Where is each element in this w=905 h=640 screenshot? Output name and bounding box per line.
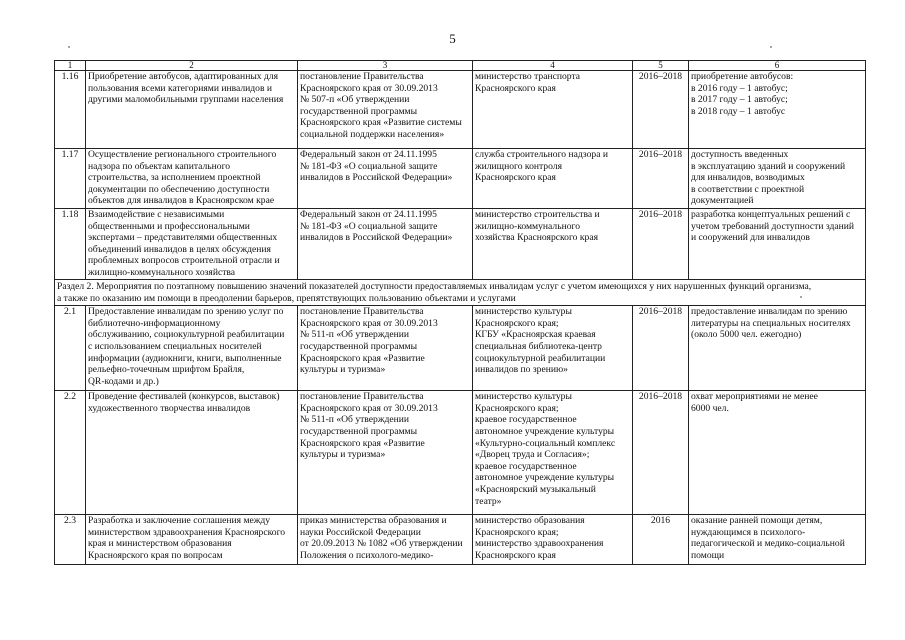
basis-line: Федеральный закон от 24.11.1995: [300, 149, 437, 160]
executor-cell: [473, 306, 633, 391]
result-line: документацией: [691, 195, 754, 207]
table-row: [55, 391, 866, 515]
item-number: 1.16: [55, 71, 86, 149]
basis-line: № 181-ФЗ «О социальной защите: [300, 220, 438, 232]
basis-line: культуры и туризма»: [300, 364, 386, 376]
basis-line: Красноярского края от 30.09.2013: [300, 82, 438, 94]
period-cell: 2016–2018: [633, 391, 689, 515]
executor-line: «Дворец труда и Согласия»;: [475, 449, 590, 461]
basis-line: культуры и туризма»: [300, 449, 386, 461]
basis-cell: [298, 391, 473, 515]
result-cell: [689, 391, 866, 515]
page-number: 5: [449, 31, 456, 46]
executor-line: «Культурно-социальный комплекс: [475, 437, 616, 449]
measure-line: объединений инвалидов в целях обсуждения: [88, 243, 271, 255]
result-line: помощи: [691, 549, 725, 561]
measure-line: художественного творчества инвалидов: [88, 402, 251, 414]
executor-line: Красноярского края;: [475, 526, 559, 538]
result-line: педагогической и медико-социальной: [691, 538, 845, 550]
executor-line: краевое государственное: [475, 414, 577, 426]
measure-line: Проведение фестивалей (конкурсов, выставок): [88, 391, 280, 403]
period-cell: 2016–2018: [633, 209, 689, 280]
basis-line: № 181-ФЗ «О социальной защите: [300, 160, 438, 172]
executor-cell: [473, 149, 633, 209]
result-line: и сооружений для инвалидов: [691, 232, 810, 244]
period-cell: 2016–2018: [633, 71, 689, 149]
result-line: охват мероприятиями не менее: [691, 391, 818, 403]
basis-line: социальной поддержки населения»: [300, 128, 445, 140]
executor-line: инвалидов по зрению»: [475, 364, 568, 376]
executor-line: жилищно-коммунального: [475, 220, 580, 232]
result-line: доступность введенных: [691, 149, 789, 160]
measure-line: библиотечно-информационному: [88, 317, 221, 329]
measure-line: рельефно-точечным шрифтом Брайля,: [88, 364, 245, 376]
result-cell: [689, 209, 866, 280]
basis-cell: [298, 209, 473, 280]
measure-line: документации по обеспечению доступности: [88, 183, 270, 195]
basis-cell: [298, 71, 473, 149]
result-line: для инвалидов, возводимых: [691, 172, 805, 184]
measure-cell: [86, 391, 298, 515]
executor-line: жилищного контроля: [475, 160, 562, 172]
executor-line: Красноярского края;: [475, 317, 559, 329]
table-row: [55, 515, 866, 565]
executor-cell: [473, 209, 633, 280]
measure-line: обслуживанию, социокультурной реабилитации: [88, 329, 285, 341]
measure-line: другими маломобильными группами населения: [88, 94, 284, 106]
basis-line: Красноярского края от 30.09.2013: [300, 317, 438, 329]
basis-line: Красноярского края «Развитие системы: [300, 117, 462, 129]
basis-line: постановление Правительства: [300, 71, 424, 82]
scan-speck: [68, 46, 70, 48]
table-row: [55, 306, 866, 391]
measure-line: общественными и профессиональными: [88, 220, 250, 232]
result-line: в 2018 году – 1 автобус: [691, 105, 786, 117]
executor-line: служба строительного надзора и: [475, 149, 608, 160]
executor-line: министерство здравоохранения: [475, 538, 604, 550]
executor-line: театр»: [475, 495, 502, 507]
basis-line: постановление Правительства: [300, 391, 424, 403]
executor-line: министерство культуры: [475, 391, 572, 403]
measure-cell: [86, 71, 298, 149]
basis-line: Красноярского края «Развитие: [300, 352, 425, 364]
executor-line: министерство строительства и: [475, 209, 600, 220]
executor-line: Красноярского края;: [475, 402, 559, 414]
basis-line: государственной программы: [300, 340, 418, 352]
measure-cell: [86, 306, 298, 391]
measure-line: объектов для инвалидов в Красноярском крае: [88, 195, 275, 207]
result-line: нуждающимся в психолого-: [691, 526, 806, 538]
executor-cell: [473, 515, 633, 565]
basis-line: инвалидов в Российской Федерации»: [300, 172, 453, 184]
item-number: 1.17: [55, 149, 86, 209]
basis-line: Красноярского края «Развитие: [300, 437, 425, 449]
executor-cell: [473, 71, 633, 149]
executor-line: автономное учреждение культуры: [475, 472, 615, 484]
measure-cell: [86, 149, 298, 209]
basis-line: № 511-п «Об утверждении: [300, 329, 410, 341]
result-line: оказание ранней помощи детям,: [691, 515, 823, 527]
basis-line: Федеральный закон от 24.11.1995: [300, 209, 437, 220]
executor-line: «Красноярский музыкальный: [475, 483, 596, 495]
scan-speck: [770, 46, 772, 48]
basis-line: Красноярского края от 30.09.2013: [300, 402, 438, 414]
column-header: 1: [55, 61, 86, 71]
basis-line: № 511-п «Об утверждении: [300, 414, 410, 426]
basis-cell: [298, 515, 473, 565]
measure-cell: [86, 209, 298, 280]
executor-line: КГБУ «Красноярская краевая: [475, 329, 596, 341]
basis-line: приказ министерства образования и: [300, 515, 447, 527]
basis-line: Положения о психолого-медико-: [300, 549, 434, 561]
measure-line: QR-кодами и др.): [88, 375, 159, 387]
item-number: 2.1: [55, 306, 86, 391]
basis-line: науки Российской Федерации: [300, 526, 421, 538]
executor-line: министерство культуры: [475, 306, 572, 318]
table-row: [55, 209, 866, 280]
measure-line: Приобретение автобусов, адаптированных для: [88, 71, 279, 82]
result-cell: [689, 306, 866, 391]
result-line: разработка концептуальных решений с: [691, 209, 851, 220]
executor-line: социокультурной реабилитации: [475, 352, 606, 364]
executor-line: Красноярского края: [475, 549, 556, 561]
result-line: приобретение автобусов:: [691, 71, 794, 82]
table-row: [55, 149, 866, 209]
measure-cell: [86, 515, 298, 565]
basis-line: государственной программы: [300, 105, 418, 117]
measure-line: информации (аудиокниги, книги, выполненные: [88, 352, 282, 364]
period-cell: 2016: [633, 515, 689, 565]
section-2-heading: [55, 280, 866, 306]
column-header: 5: [633, 61, 689, 71]
executor-line: Красноярского края: [475, 82, 556, 94]
period-cell: 2016–2018: [633, 149, 689, 209]
column-header: 3: [298, 61, 473, 71]
period-cell: 2016–2018: [633, 306, 689, 391]
table-header-row: [55, 61, 866, 71]
measure-line: проблемных вопросов строительной отрасли и: [88, 255, 280, 267]
result-line: в эксплуатацию зданий и сооружений: [691, 160, 846, 172]
measure-line: края и министерством образования: [88, 538, 232, 550]
measure-line: пользования всеми категориями инвалидов и: [88, 82, 273, 94]
section-2-line: а также по оказанию им помощи в преодолении барьеров, препятствующих пользованию объектами и услугами: [57, 292, 516, 304]
measure-line: Разработка и заключение соглашения между: [88, 515, 271, 527]
result-cell: [689, 71, 866, 149]
result-line: (около 5000 чел. ежегодно): [691, 329, 802, 341]
basis-line: инвалидов в Российской Федерации»: [300, 232, 453, 244]
result-line: в 2017 году – 1 автобус;: [691, 94, 788, 106]
measures-table: [54, 60, 866, 565]
result-line: 6000 чел.: [691, 402, 729, 414]
executor-line: краевое государственное: [475, 460, 577, 472]
result-cell: [689, 515, 866, 565]
executor-line: специальная библиотека-центр: [475, 340, 602, 352]
measure-line: министерством здравоохранения Красноярского: [88, 526, 286, 538]
basis-cell: [298, 149, 473, 209]
measure-line: Предоставление инвалидам по зрению услуг по: [88, 306, 284, 318]
executor-line: автономное учреждение культуры: [475, 425, 615, 437]
item-number: 2.2: [55, 391, 86, 515]
result-line: в 2016 году – 1 автобус;: [691, 82, 788, 94]
measure-line: надзора по объектам капитального: [88, 160, 231, 172]
section-row: [55, 280, 866, 306]
measure-line: Взаимодействие с независимыми: [88, 209, 225, 220]
column-header: 6: [689, 61, 866, 71]
executor-line: Красноярского края: [475, 172, 556, 184]
column-header: 2: [86, 61, 298, 71]
measure-line: жилищно-коммунального хозяйства: [88, 266, 236, 278]
executor-line: министерство образования: [475, 515, 585, 527]
measure-line: строительства, за исполнением проектной: [88, 172, 261, 184]
executor-cell: [473, 391, 633, 515]
basis-line: от 20.09.2013 № 1082 «Об утверждении: [300, 538, 463, 550]
measure-line: Осуществление регионального строительного: [88, 149, 277, 160]
basis-line: государственной программы: [300, 425, 418, 437]
result-line: литературы на специальных носителях: [691, 317, 851, 329]
item-number: 1.18: [55, 209, 86, 280]
basis-line: постановление Правительства: [300, 306, 424, 318]
executor-line: министерство транспорта: [475, 71, 581, 82]
section-2-line: Раздел 2. Мероприятия по поэтапному повышению значений показателей доступности предоставляемых инвалидам услуг с учетом имеющихся у них нарушенных функций организма,: [57, 281, 812, 292]
basis-line: № 507-п «Об утверждении: [300, 94, 410, 106]
result-line: в соответствии с проектной: [691, 183, 805, 195]
basis-cell: [298, 306, 473, 391]
executor-line: хозяйства Красноярского края: [475, 232, 598, 244]
result-line: учетом требований доступности зданий: [691, 220, 855, 232]
item-number: 2.3: [55, 515, 86, 565]
measure-line: с использованием специальных носителей: [88, 340, 262, 352]
column-header: 4: [473, 61, 633, 71]
result-cell: [689, 149, 866, 209]
measure-line: экспертами – представителями общественных: [88, 232, 278, 244]
measure-line: Красноярского края по вопросам: [88, 549, 223, 561]
table-row: [55, 71, 866, 149]
result-line: предоставление инвалидам по зрению: [691, 306, 848, 318]
